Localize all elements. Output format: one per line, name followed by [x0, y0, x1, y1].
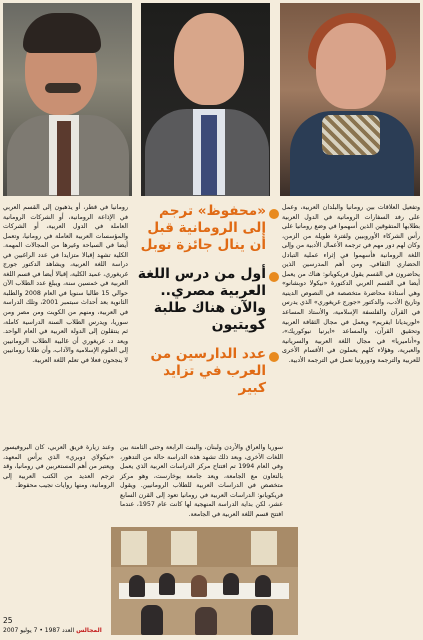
pull-quotes	[132, 203, 279, 409]
article-text: وعند زيارة فريق العربي، كان البروفيسور «نيكولاي دوبري» الذي يرأس المعهد، ويعتبر من أهم المستعربين في رومانيا، وقد ترجم العديد من الكتب العربية إلى الرومانية، ومنها روايات نجيب محفوظ.	[3, 444, 114, 490]
article-text: رومانيا في قطر، أو يذهبون إلى القسم العربي في الإذاعة الرومانية، أو الشركات الرومانية العاملة في الدول العربية، أو الشركات والمؤسسات العربية العاملة في رومانيا، وتعمل أيضا في السياحة وغيرها من المجالات المهمة. الكلية تشهد إقبالا متزايدا في عدد الراغبين في دراسة اللغة العربية، ويشاهد الدكتور جورج غريغوري، عميد الكلية، إقبالا أيضا في قسم اللغة العربية في خمسين سنة، ويبلغ عدد الطلاب الآن حوالي 15 طالبا سنويا في العام 2008 والطلبة الثانوية بعد أحداث سبتمبر 2001، وتلك الدراسة في العربية، ومنهم من الكويت ومن مصر ومن سوريا، ويدرس الطلاب السنة الدراسية كاملة، ثم ينتقلون إلى الدولة العربية في العام الواحد. ويعد د. غريغوري أن غالبية الطلاب الرومانيين إلى العلوم الإسلامية والآداب، وأن طلابا رومانيين لا ينجحون فعلا في تعلم اللغة العربية.	[3, 204, 128, 364]
article-column-left	[3, 203, 128, 365]
issue-footer: المجالس العدد 1987 • 7 يوليو 2007	[3, 627, 102, 634]
page-number: 25	[3, 616, 13, 625]
bullet-icon	[269, 352, 279, 362]
article-text: سوريا والعراق والأردن ولبنان، والبنت الرابعة وحتى الثامنة بين اللغات الأخرى، وبعد ذلك تشهد هذه الدراسة حالة من التدهور، وفي العام 1994 تم افتتاح مركز الدراسات العربية الذي يعمل بالتعاون مع الجامعة، ويعد جامعة بوخارست، وهو مركز متخصص في الدراسات العربية للطلاب الرومانيين. ويقول فريكويانو: الدراسات العربية في رومانيا تعود إلى القرن السابع عشر، لكن بداية الدراسة المنهجية لها كانت عام 1957، عندما افتتح قسم اللغة العربية في الجامعة.	[120, 444, 284, 518]
bullet-icon	[269, 272, 279, 282]
meeting-photo	[111, 527, 298, 635]
bullet-icon	[269, 209, 279, 219]
article-column-left-bottom	[3, 443, 114, 491]
article-column-right	[282, 203, 420, 365]
portrait-photo-bald-man	[141, 3, 270, 196]
pull-quote-1: «محفوظ» ترجم إلى الرومانية قبل أن ينال جائزة نوبل	[132, 203, 279, 254]
article-column-middle	[120, 443, 283, 519]
pull-quote-2: أول من درس اللغة العربية مصري.. والآن هناك طلبة كويتيون	[132, 266, 279, 334]
portrait-photo-woman	[280, 3, 420, 196]
pull-quote-3: عدد الدارسين من العرب في تزايد كبير	[132, 346, 279, 397]
article-text: وتفعيل العلاقات بين رومانيا والبلدان العربية، وعمل على رفد السفارات الرومانية في الدول العربية بطلابها المتفوقين الذين أسهموا في وضع رومانيا على رأس الشركاء الأوروبيين ولفترة طويلة من الزمن، وكان لهم دور مهم في ترجمة الأعمال الأدبية من وإلى اللغة الرومانية فأسهموا في إثراء عملية التبادل الحضاري الثقافي. ومن أهم المدرسين الذين يحاضرون في القسم يقول فريكويانو: هناك من يعمل أيضا في القسم العربي الدكتورة «نيكولا دوبشانو» وهي أستاذة محاضرة متخصصة في النصوص الدينية وتاريخ الأدب، والدكتور «جورج غريغوري» الذي يدرس في القرآن والفلسفة الإسلامية، والأستاذ المساعد «لوريديانا ايفريم» ويعمل في مجال الثقافة العربية وتحقيق القرآن، والمساعد «ايرنيا نيوكوريك»، و«أناميريا» في مجال اللغة العربية والسريانية والعبرية، وهؤلاء كلهم يعملون في الأقسام الأخرى للعربية والترجمة ودوروتيا تعمل في الترجمة الأدبية.	[282, 204, 420, 364]
portrait-photo-man-mustache	[3, 3, 132, 196]
